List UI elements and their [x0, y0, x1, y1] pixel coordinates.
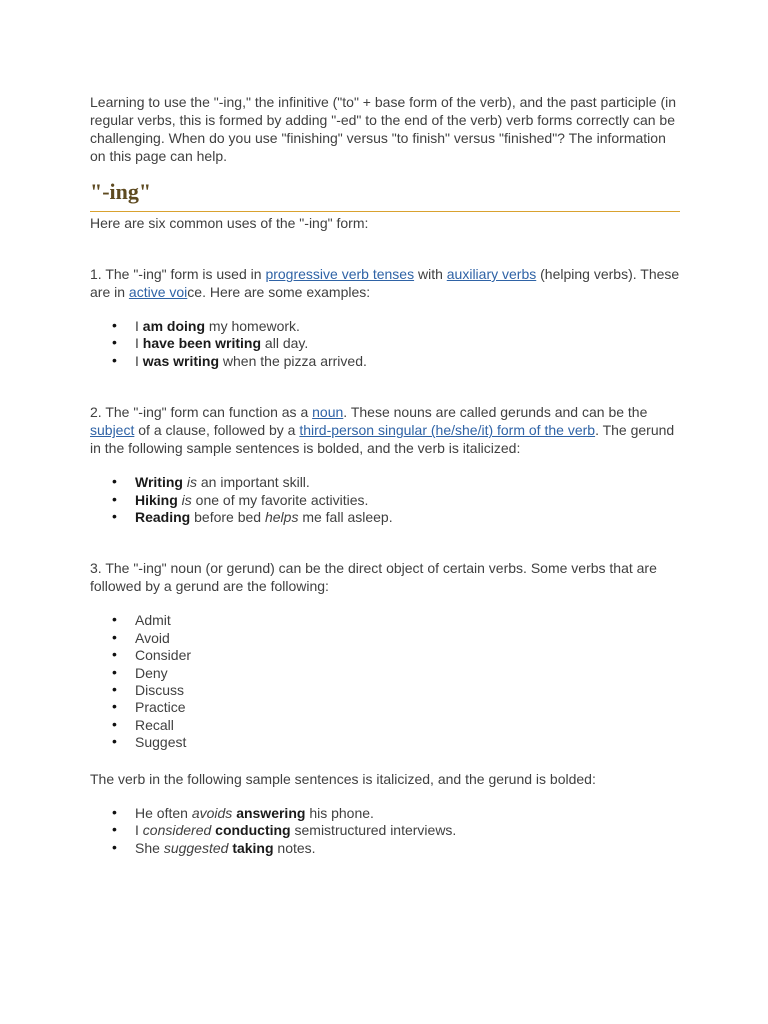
auxiliary-verbs-link[interactable]: auxiliary verbs: [446, 266, 537, 282]
point-1-text: ce. Here are some examples:: [187, 284, 371, 300]
example-text: I: [135, 822, 143, 839]
example-verb: have been writing: [142, 335, 262, 352]
point-3-paragraph: 3. The "-ing" noun (or gerund) can be the direct object of certain verbs. Some verbs that are followed by a gerund are the following:: [90, 560, 657, 595]
third-person-singular-link[interactable]: third-person singular (he/she/it) form of the verb: [299, 422, 596, 439]
example-text: all day.: [261, 335, 309, 352]
point-1-examples-list: [90, 318, 680, 370]
example-gerund: answering: [236, 804, 306, 821]
subject-link[interactable]: subject: [90, 422, 135, 439]
point-1-paragraph: [90, 265, 680, 301]
intro-paragraph: Learning to use the "-ing," the infinitive ("to" + base form of the verb), and the past participle (in regular verbs, this is formed by adding "-ed" to the end of the verb) verb forms correctly can be challenging. When do you use "finishing" versus "to finish" versus "finished"? The information on this page can help.: [90, 94, 677, 164]
article-content: [90, 92, 680, 857]
example-text: He often: [135, 804, 192, 821]
example-verb: am doing: [142, 318, 206, 334]
example-text: one of my favorite activities.: [191, 491, 369, 508]
gerund-verbs-list: [90, 612, 680, 751]
active-voice-link[interactable]: active voi: [128, 284, 188, 300]
list-item: • Suggest: [135, 734, 680, 751]
example-text: before bed: [190, 509, 265, 526]
point-3-followup-paragraph: The verb in the following sample sentences is italicized, and the gerund is bolded:: [90, 770, 596, 787]
list-item: [135, 840, 680, 857]
point-2-paragraph: [90, 403, 680, 457]
example-text: me fall asleep.: [298, 509, 393, 526]
example-gerund: Writing: [135, 474, 183, 491]
list-item: [135, 822, 680, 839]
example-gerund: Reading: [135, 509, 191, 526]
lead-paragraph: Here are six common uses of the "-ing" form:: [90, 215, 369, 231]
section-heading: "-ing": [90, 179, 680, 212]
example-gerund: Hiking: [135, 491, 178, 508]
list-item: [135, 353, 680, 370]
point-3-examples-list: [90, 805, 680, 857]
noun-link[interactable]: noun: [312, 404, 344, 421]
example-verb: is: [186, 474, 197, 491]
example-text: when the pizza arrived.: [219, 352, 367, 369]
example-text: my homework.: [205, 318, 300, 334]
list-item: [135, 318, 680, 335]
example-verb: considered: [142, 822, 212, 839]
list-item: [135, 492, 680, 509]
list-item: • Admit: [135, 612, 680, 629]
example-verb: suggested: [163, 839, 229, 856]
example-verb: avoids: [191, 804, 233, 821]
point-2-text: . These nouns are called gerunds and can be the: [343, 404, 648, 421]
point-1-text: with: [414, 266, 447, 282]
list-item: [135, 474, 680, 491]
list-item: [135, 805, 680, 822]
example-text: She: [135, 839, 164, 856]
example-text: his phone.: [305, 804, 374, 821]
example-text: I: [135, 335, 143, 352]
list-item: • Deny: [135, 665, 680, 682]
point-2-text: of a clause, followed by a: [134, 422, 300, 439]
example-gerund: conducting: [215, 822, 291, 839]
example-verb: is: [181, 491, 192, 508]
list-item: [135, 335, 680, 352]
example-text: notes.: [273, 839, 316, 856]
example-verb: was writing: [142, 352, 220, 369]
point-2-text: 2. The "-ing" form can function as a: [90, 404, 313, 421]
example-gerund: taking: [232, 839, 274, 856]
example-text: I: [135, 318, 143, 334]
progressive-verb-tenses-link[interactable]: progressive verb tenses: [265, 266, 415, 282]
list-item: • Practice: [135, 699, 680, 716]
list-item: • Discuss: [135, 682, 680, 699]
example-text: an important skill.: [196, 474, 310, 491]
point-1-text: (helping verbs). These are in: [90, 266, 680, 300]
example-verb: helps: [264, 509, 299, 526]
point-1-text: 1. The "-ing" form is used in: [90, 266, 266, 282]
list-item: • Consider: [135, 647, 680, 664]
example-text: semistructured interviews.: [290, 822, 457, 839]
example-text: I: [135, 352, 143, 369]
point-2-text: . The gerund in the following sample sentences is bolded, and the verb is italicized:: [90, 422, 675, 457]
list-item: [135, 509, 680, 526]
point-2-examples-list: [90, 474, 680, 526]
list-item: • Avoid: [135, 630, 680, 647]
list-item: • Recall: [135, 717, 680, 734]
